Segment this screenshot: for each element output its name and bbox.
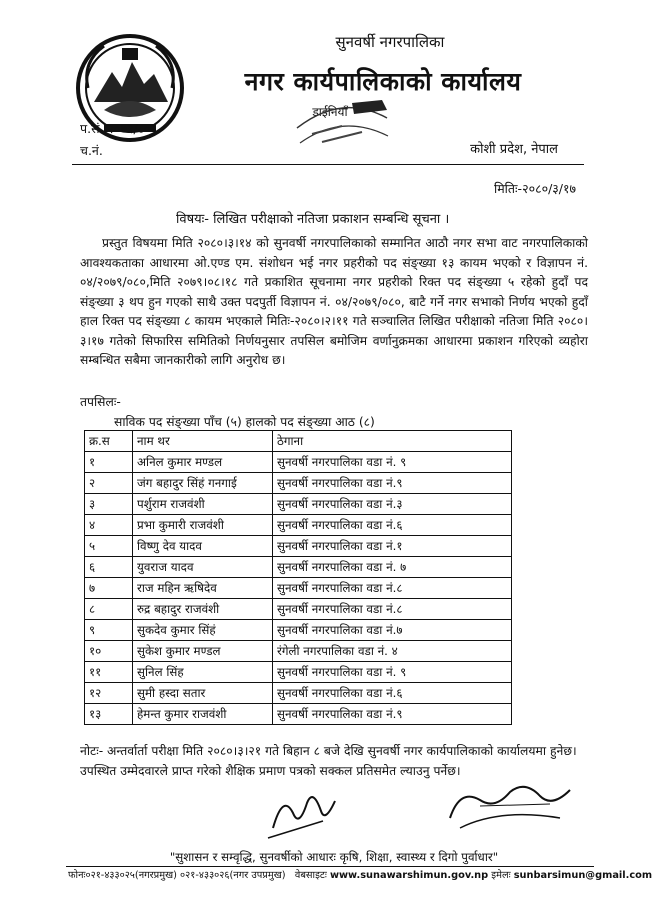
province-address: कोशी प्रदेश, नेपाल <box>470 142 558 157</box>
name-cell: अनिल कुमार मण्डल <box>133 452 273 473</box>
serial-cell: ९ <box>85 620 133 641</box>
signature-right <box>440 778 580 840</box>
table-header-row <box>85 431 512 452</box>
serial-cell: १० <box>85 641 133 662</box>
results-table <box>84 430 512 725</box>
table-row <box>85 662 512 683</box>
name-cell: हेमन्त कुमार राजवंशी <box>133 704 273 725</box>
serial-cell: १३ <box>85 704 133 725</box>
name-cell: प्रभा कुमारी राजवंशी <box>133 515 273 536</box>
serial-cell: ११ <box>85 662 133 683</box>
table-row <box>85 452 512 473</box>
footer-phone: फोनः०२१-४३३०२५(नगरप्रमुख) ०२१-४३३०२६(नगर उपप्रमुख) <box>68 870 286 881</box>
header-name: नाम थर <box>133 431 273 452</box>
office-title: नगर कार्यपालिकाको कार्यालय <box>244 67 522 96</box>
name-cell: रुद्र बहादुर राजवंशी <box>133 599 273 620</box>
table-row <box>85 683 512 704</box>
letter-date: मितिः-२०८०/३/१७ <box>493 181 576 196</box>
address-cell: सुनवर्षी नगरपालिका वडा नं. ७ <box>273 557 512 578</box>
address-cell: सुनवर्षी नगरपालिका वडा नं.३ <box>273 494 512 515</box>
table-row <box>85 557 512 578</box>
address-cell: सुनवर्षी नगरपालिका वडा नं.१ <box>273 536 512 557</box>
serial-cell: २ <box>85 473 133 494</box>
address-cell: सुनवर्षी नगरपालिका वडा नं.८ <box>273 599 512 620</box>
serial-cell: ६ <box>85 557 133 578</box>
municipality-name: सुनवर्षी नगरपालिका <box>335 33 445 51</box>
name-cell: विष्णु देव यादव <box>133 536 273 557</box>
serial-cell: ४ <box>85 515 133 536</box>
address-cell: सुनवर्षी नगरपालिका वडा नं.९ <box>273 473 512 494</box>
name-cell: सुनिल सिंह <box>133 662 273 683</box>
address-cell: सुनवर्षी नगरपालिका वडा नं.६ <box>273 683 512 704</box>
address-cell: सुनवर्षी नगरपालिका वडा नं.८ <box>273 578 512 599</box>
table-row <box>85 494 512 515</box>
signature-left <box>263 783 343 843</box>
header-divider <box>72 164 584 165</box>
serial-cell: ५ <box>85 536 133 557</box>
address-cell: सुनवर्षी नगरपालिका वडा नं.६ <box>273 515 512 536</box>
subject-line: विषयः- लिखित परीक्षाको नतिजा प्रकाशन सम्बन्धि सूचना । <box>176 212 450 227</box>
name-cell: पर्शुराम राजवंशी <box>133 494 273 515</box>
office-stamp <box>292 98 392 148</box>
serial-cell: १२ <box>85 683 133 704</box>
slogan: "सुशासन र सम्वृद्धि, सुनवर्षीको आधारः कृषि, शिक्षा, स्वास्थ्य र दिगो पुर्वाधार" <box>169 850 499 864</box>
serial-cell: ३ <box>85 494 133 515</box>
header-serial: क्र.स <box>85 431 133 452</box>
address-cell: सुनवर्षी नगरपालिका वडा नं. ९ <box>273 662 512 683</box>
name-cell: युवराज यादव <box>133 557 273 578</box>
table-row <box>85 704 512 725</box>
serial-cell: ८ <box>85 599 133 620</box>
name-cell: सुकदेव कुमार सिंहं <box>133 620 273 641</box>
footer-divider <box>66 866 594 867</box>
table-caption: साविक पद संङ्ख्या पाँच (५) हालको पद संङ्ख्या आठ (८) <box>114 415 375 429</box>
body-paragraph: प्रस्तुत विषयमा मिति २०८०।३।१४ को सुनवर्षी नगरपालिकाको सम्मानित आठौ नगर सभा वाट नगरपालिकाको आवश्यकताका आधारमा ओ.एण्ड एम. संशोधन भई नगर प्रहरीको पद संङ्ख्या १३ कायम भएको र विज्ञापन नं. ०४/२०७९/०८०,मिति २०७९।०८।१८ गते प्रकाशित सूचनामा नगर प्रहरीको रिक्त पद संङ्ख्या ५ रहेको हुदाँ पद संङ्ख्या ३ थप हुन गएको साथै उक्त पदपुर्ती विज्ञापन नं. ०४/२०७९/०८०, बाटै गर्ने नगर सभाको निर्णय भएको हुदाँ हाल रिक्त पद संङ्ख्या ८ कायम भएकाले मितिः-२०८०।२।११ गते सञ्चालित लिखित परीक्षाको नतिजा मिति २०८०।३।१७ गतेको सिफारिस समितिको निर्णयनुसार तपसिल बमोजिम वर्णानुक्रमका आधारमा प्रकाशन गरिएको व्यहोरा सम्बन्धित सबैमा जानकारीको लागि अनुरोध छ। <box>80 236 588 367</box>
table-row <box>85 515 512 536</box>
reference-number: प.सं. २०७९/८० <box>80 121 151 136</box>
footer-email-label: इमेलः <box>491 870 511 881</box>
table-row <box>85 641 512 662</box>
address-cell: सुनवर्षी नगरपालिका वडा नं. ९ <box>273 452 512 473</box>
serial-cell: १ <box>85 452 133 473</box>
note-paragraph: नोटः- अन्तर्वार्ता परीक्षा मिति २०८०।३।२१ गते बिहान ८ बजे देखि सुनवर्षी नगर कार्यपालिकाको कार्यालयमा हुनेछ। उपस्थित उम्मेदवारले प्राप्त गरेको शैक्षिक प्रमाण पत्रको सक्कल प्रतिसमेत ल्याउनु पर्नेछ। <box>80 744 577 778</box>
footer-website-label: वेबसाइटः <box>294 870 327 881</box>
footer-email[interactable]: sunbarsimun@gmail.com <box>513 870 653 881</box>
address-cell: सुनवर्षी नगरपालिका वडा नं.७ <box>273 620 512 641</box>
footer-contact <box>68 868 653 881</box>
district-name: डाईनियाँ <box>312 105 348 119</box>
table-row <box>85 536 512 557</box>
table-row <box>85 473 512 494</box>
address-cell: सुनवर्षी नगरपालिका वडा नं.९ <box>273 704 512 725</box>
table-row <box>85 620 512 641</box>
dispatch-number: च.नं. <box>80 143 103 158</box>
address-cell: रंगेली नगरपालिका वडा नं. ४ <box>273 641 512 662</box>
table-row <box>85 599 512 620</box>
name-cell: सुमी हस्दा सतार <box>133 683 273 704</box>
serial-cell: ७ <box>85 578 133 599</box>
details-label: तपसिलः- <box>80 395 121 409</box>
name-cell: सुकेश कुमार मण्डल <box>133 641 273 662</box>
header-address: ठेगाना <box>273 431 512 452</box>
table-row <box>85 578 512 599</box>
name-cell: जंग बहादुर सिंहं गनगाई <box>133 473 273 494</box>
footer-website[interactable]: www.sunawarshimun.gov.np <box>329 870 489 881</box>
name-cell: राज महिन ऋषिदेव <box>133 578 273 599</box>
